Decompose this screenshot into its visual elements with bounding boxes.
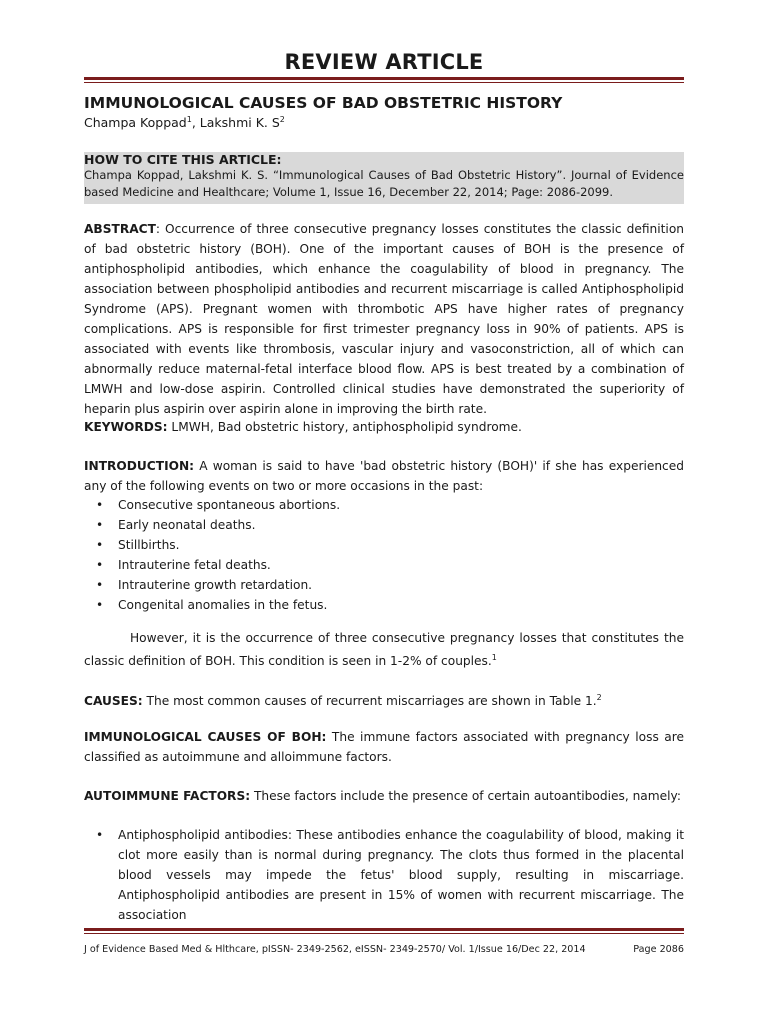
list-item: • Consecutive spontaneous abortions.	[84, 495, 340, 515]
introduction-text: A woman is said to have 'bad obstetric history (BOH)' if she has experienced any of the following events on two or more occasions in the past:	[84, 459, 684, 493]
article-title: IMMUNOLOGICAL CAUSES OF BAD OBSTETRIC HISTORY	[84, 94, 563, 112]
article-type-header: REVIEW ARTICLE	[284, 50, 484, 74]
introduction-para2-text: However, it is the occurrence of three consecutive pregnancy losses that constitutes the classic definition of BOH. This condition is seen in 1-2% of couples.	[84, 631, 684, 669]
citation-heading: HOW TO CITE THIS ARTICLE:	[84, 152, 282, 167]
causes-paragraph	[84, 688, 684, 711]
list-item: • Antiphospholipid antibodies: These antibodies enhance the coagulability of blood, making it clot more easily than is normal during pregnancy. The clots thus formed in the placental blood vessels may impede the fetus' blood supply, resulting in miscarriage. Antiphospholipid antibodies are present in 15% of women with recurrent miscarriage. The association	[84, 825, 684, 925]
citation-text: Champa Koppad, Lakshmi K. S. “Immunological Causes of Bad Obstetric History”. Journal of Evidence based Medicine and Healthcare; Volume 1, Issue 16, December 22, 2014; Page: 2086-2099.	[84, 168, 684, 199]
footer-journal: J of Evidence Based Med & Hlthcare, pISSN- 2349-2562, eISSN- 2349-2570/ Vol. 1/Issue 16/Dec 22, 2014	[84, 944, 586, 955]
autoimmune-text: These factors include the presence of certain autoantibodies, namely:	[250, 789, 681, 803]
abstract-paragraph	[84, 219, 684, 419]
header-rule-thick	[84, 77, 684, 80]
list-item: • Congenital anomalies in the fetus.	[84, 595, 340, 615]
footer-rule-thin	[84, 933, 684, 934]
autoantibodies-list	[84, 825, 684, 925]
immunological-label: IMMUNOLOGICAL CAUSES OF BOH:	[84, 730, 327, 744]
list-item: • Stillbirths.	[84, 535, 340, 555]
header-rule-thin	[84, 82, 684, 83]
citation-box	[84, 152, 684, 204]
causes-text: The most common causes of recurrent miscarriages are shown in Table 1.	[142, 694, 597, 709]
introduction-label: INTRODUCTION:	[84, 459, 195, 473]
author-2-affiliation: 2	[279, 115, 285, 124]
author-1-affiliation: 1	[186, 115, 192, 124]
page-number: Page 2086	[633, 944, 684, 955]
authors	[84, 115, 285, 130]
list-item: • Intrauterine growth retardation.	[84, 575, 340, 595]
immunological-text: The immune factors associated with pregnancy loss are classified as autoimmune and alloimmune factors.	[84, 730, 684, 764]
abstract-label: ABSTRACT	[84, 222, 156, 236]
keywords-label: KEYWORDS:	[84, 420, 168, 434]
immunological-causes-paragraph	[84, 727, 684, 767]
footer-rule-thick	[84, 928, 684, 931]
page-footer	[84, 944, 684, 955]
introduction-paragraph-2	[84, 628, 684, 671]
author-2: , Lakshmi K. S	[191, 115, 280, 131]
boh-events-list	[84, 495, 340, 615]
keywords-paragraph	[84, 417, 684, 437]
list-item: • Early neonatal deaths.	[84, 515, 340, 535]
keywords-text: LMWH, Bad obstetric history, antiphospholipid syndrome.	[167, 420, 522, 434]
autoimmune-paragraph	[84, 786, 684, 806]
reference-1: 1	[491, 653, 497, 662]
causes-label: CAUSES:	[84, 694, 143, 709]
reference-2: 2	[596, 693, 602, 702]
introduction-paragraph	[84, 456, 684, 496]
autoimmune-label: AUTOIMMUNE FACTORS:	[84, 789, 251, 803]
author-1: Champa Koppad	[84, 115, 187, 131]
list-item: • Intrauterine fetal deaths.	[84, 555, 340, 575]
abstract-text: : Occurrence of three consecutive pregnancy losses constitutes the classic definition of bad obstetric history (BOH). One of the important causes of BOH is the presence of antiphospholipid antibodies, which enhance the coagulability of blood in pregnancy. The association between phospholipid antibodies and recurrent miscarriage is called Antiphospholipid Syndrome (APS). Pregnant women with thrombotic APS have higher rates of pregnancy complications. APS is responsible for first trimester pregnancy loss in 90% of patients. APS is associated with events like thrombosis, vascular injury and vasoconstriction, all of which can abnormally reduce maternal-fetal interface blood flow. APS is best treated by a combination of LMWH and low-dose aspirin. Controlled clinical studies have demonstrated the superiority of heparin plus aspirin over aspirin alone in improving the birth rate.	[84, 222, 684, 416]
